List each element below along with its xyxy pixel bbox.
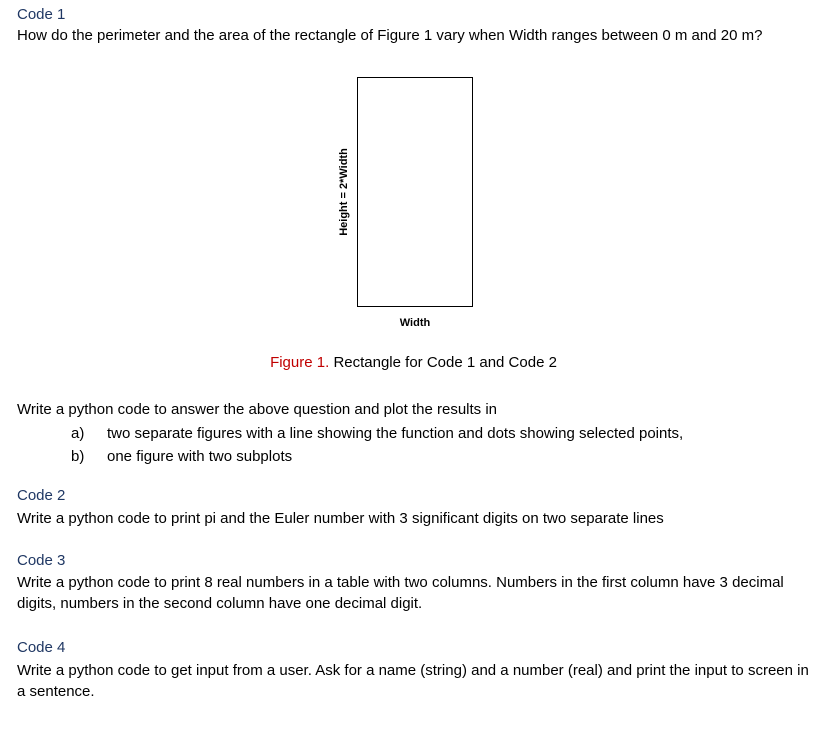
- task1-list: [71, 422, 683, 468]
- code4-heading: Code 4: [17, 639, 66, 656]
- list-item: [71, 445, 683, 468]
- task1-intro: Write a python code to answer the above question and plot the results in: [17, 401, 498, 418]
- height-label: Height = 2*Width: [338, 148, 350, 236]
- figure-caption-number: Figure 1.: [270, 354, 330, 371]
- list-item-text: one figure with two subplots: [107, 448, 293, 465]
- code3-text: Write a python code to print 8 real numbers in a table with two columns. Numbers in the first column have 3 decimal digits, numbers in the second column have one decimal digit.: [17, 574, 784, 612]
- figure-1: [330, 76, 490, 336]
- list-item: [71, 422, 683, 445]
- code2-heading: Code 2: [17, 487, 66, 504]
- list-item-marker: a): [71, 425, 85, 442]
- code1-heading: Code 1: [17, 6, 66, 23]
- width-label: Width: [399, 317, 431, 329]
- list-item-marker: b): [71, 448, 85, 465]
- code3-heading: Code 3: [17, 552, 66, 569]
- code2-text: Write a python code to print pi and the Euler number with 3 significant digits on two separate lines: [17, 510, 664, 527]
- code4-text: Write a python code to get input from a user. Ask for a name (string) and a number (real) and print the input to screen in a sentence.: [17, 662, 809, 700]
- figure-caption-text: Rectangle for Code 1 and Code 2: [333, 354, 557, 371]
- figure-caption: [0, 354, 827, 371]
- code1-question: How do the perimeter and the area of the rectangle of Figure 1 vary when Width ranges between 0 m and 20 m?: [17, 27, 763, 44]
- rectangle-shape: [357, 77, 473, 307]
- list-item-text: two separate figures with a line showing the function and dots showing selected points,: [107, 425, 684, 442]
